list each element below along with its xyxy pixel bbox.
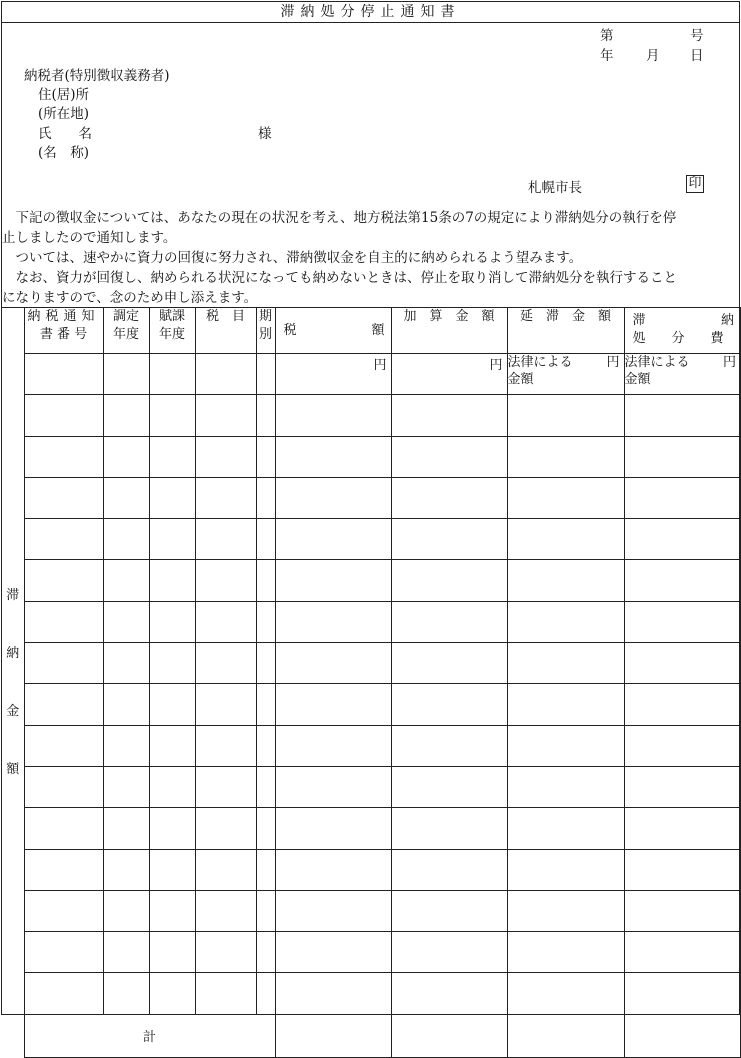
header-tax-item: 税 目 — [195, 308, 256, 354]
table-row — [2, 890, 741, 931]
body-paragraph-1a: 下記の徴収金については、あなたの現在の状況を考え、地方税法第15条の7の規定により滞納処分の執行を停 — [15, 210, 677, 226]
header-period: 期 別 — [256, 308, 275, 354]
form-title: 滞納処分停止通知書 — [2, 2, 739, 23]
table-row — [2, 477, 741, 518]
location-label: (所在地) — [38, 106, 90, 122]
header-disposal-cost: 滞 納 処 分 費 — [624, 308, 741, 354]
total-row — [2, 1014, 741, 1057]
address-label: 住(居)所 — [38, 87, 90, 103]
table-row — [2, 354, 741, 395]
number-label-dai: 第 — [600, 28, 614, 44]
tax-amount-unit: 円 — [275, 354, 391, 395]
table-row — [2, 601, 741, 642]
side-char-3: 金 — [6, 703, 20, 719]
date-day-label: 日 — [690, 48, 704, 64]
total-delinquency-amount — [507, 1014, 624, 1057]
number-label-go: 号 — [690, 28, 704, 44]
total-label: 計 — [24, 1014, 275, 1057]
header-delinquency-amount: 延 滞 金 額 — [507, 308, 624, 354]
side-label — [2, 308, 24, 1058]
table-row — [2, 684, 741, 725]
delinquency-legal-note: 法律による 金額 円 — [507, 354, 624, 395]
header-assessment-year: 調定 年度 — [103, 308, 149, 354]
body-paragraph-1b: 止しましたので通知します。 — [2, 230, 177, 246]
total-additional-amount — [391, 1014, 507, 1057]
corp-name-label: (名 称) — [38, 145, 90, 161]
table-row — [2, 932, 741, 973]
side-char-4: 額 — [6, 761, 20, 777]
issuer-title: 札幌市長 — [528, 180, 582, 196]
side-char-1: 滞 — [6, 587, 20, 603]
table-row — [2, 973, 741, 1014]
total-disposal-cost — [624, 1014, 741, 1057]
table-row — [2, 849, 741, 890]
table-row — [2, 766, 741, 807]
side-char-2: 納 — [6, 645, 20, 661]
total-tax-amount — [275, 1014, 391, 1057]
table-row — [2, 519, 741, 560]
table-row — [2, 725, 741, 766]
date-year-label: 年 — [600, 48, 614, 64]
disposal-legal-note: 法律による 金額 円 — [624, 354, 741, 395]
header-levy-year: 賦課 年度 — [149, 308, 195, 354]
notice-body — [2, 208, 739, 308]
body-paragraph-3a: なお、資力が回復し、納められる状況になっても納めないときは、停止を取り消して滞納処分を執行すること — [15, 270, 677, 286]
taxpayer-label: 納税者(特別徴収義務者) — [24, 68, 170, 84]
table-row — [2, 560, 741, 601]
delinquency-table — [2, 307, 741, 1058]
seal-mark: 印 — [686, 175, 704, 193]
table-row — [2, 808, 741, 849]
notice-form — [1, 1, 740, 1046]
body-paragraph-3b: になりますので、念のため申し添えます。 — [2, 290, 258, 306]
table-row — [2, 395, 741, 436]
date-month-label: 月 — [646, 48, 660, 64]
table-header-row — [2, 308, 741, 354]
header-tax-amount: 税 額 — [275, 308, 391, 354]
name-label: 氏 名 — [38, 126, 92, 142]
table-row — [2, 436, 741, 477]
table-row — [2, 643, 741, 684]
header-additional-amount: 加 算 金 額 — [391, 308, 507, 354]
additional-amount-unit: 円 — [391, 354, 507, 395]
header-notice-number: 納税通知 書 番 号 — [24, 308, 103, 354]
honorific: 様 — [258, 126, 272, 142]
body-paragraph-2: ついては、速やかに資力の回復に努力され、滞納徴収金を自主的に納められるよう望みます。 — [15, 250, 583, 266]
